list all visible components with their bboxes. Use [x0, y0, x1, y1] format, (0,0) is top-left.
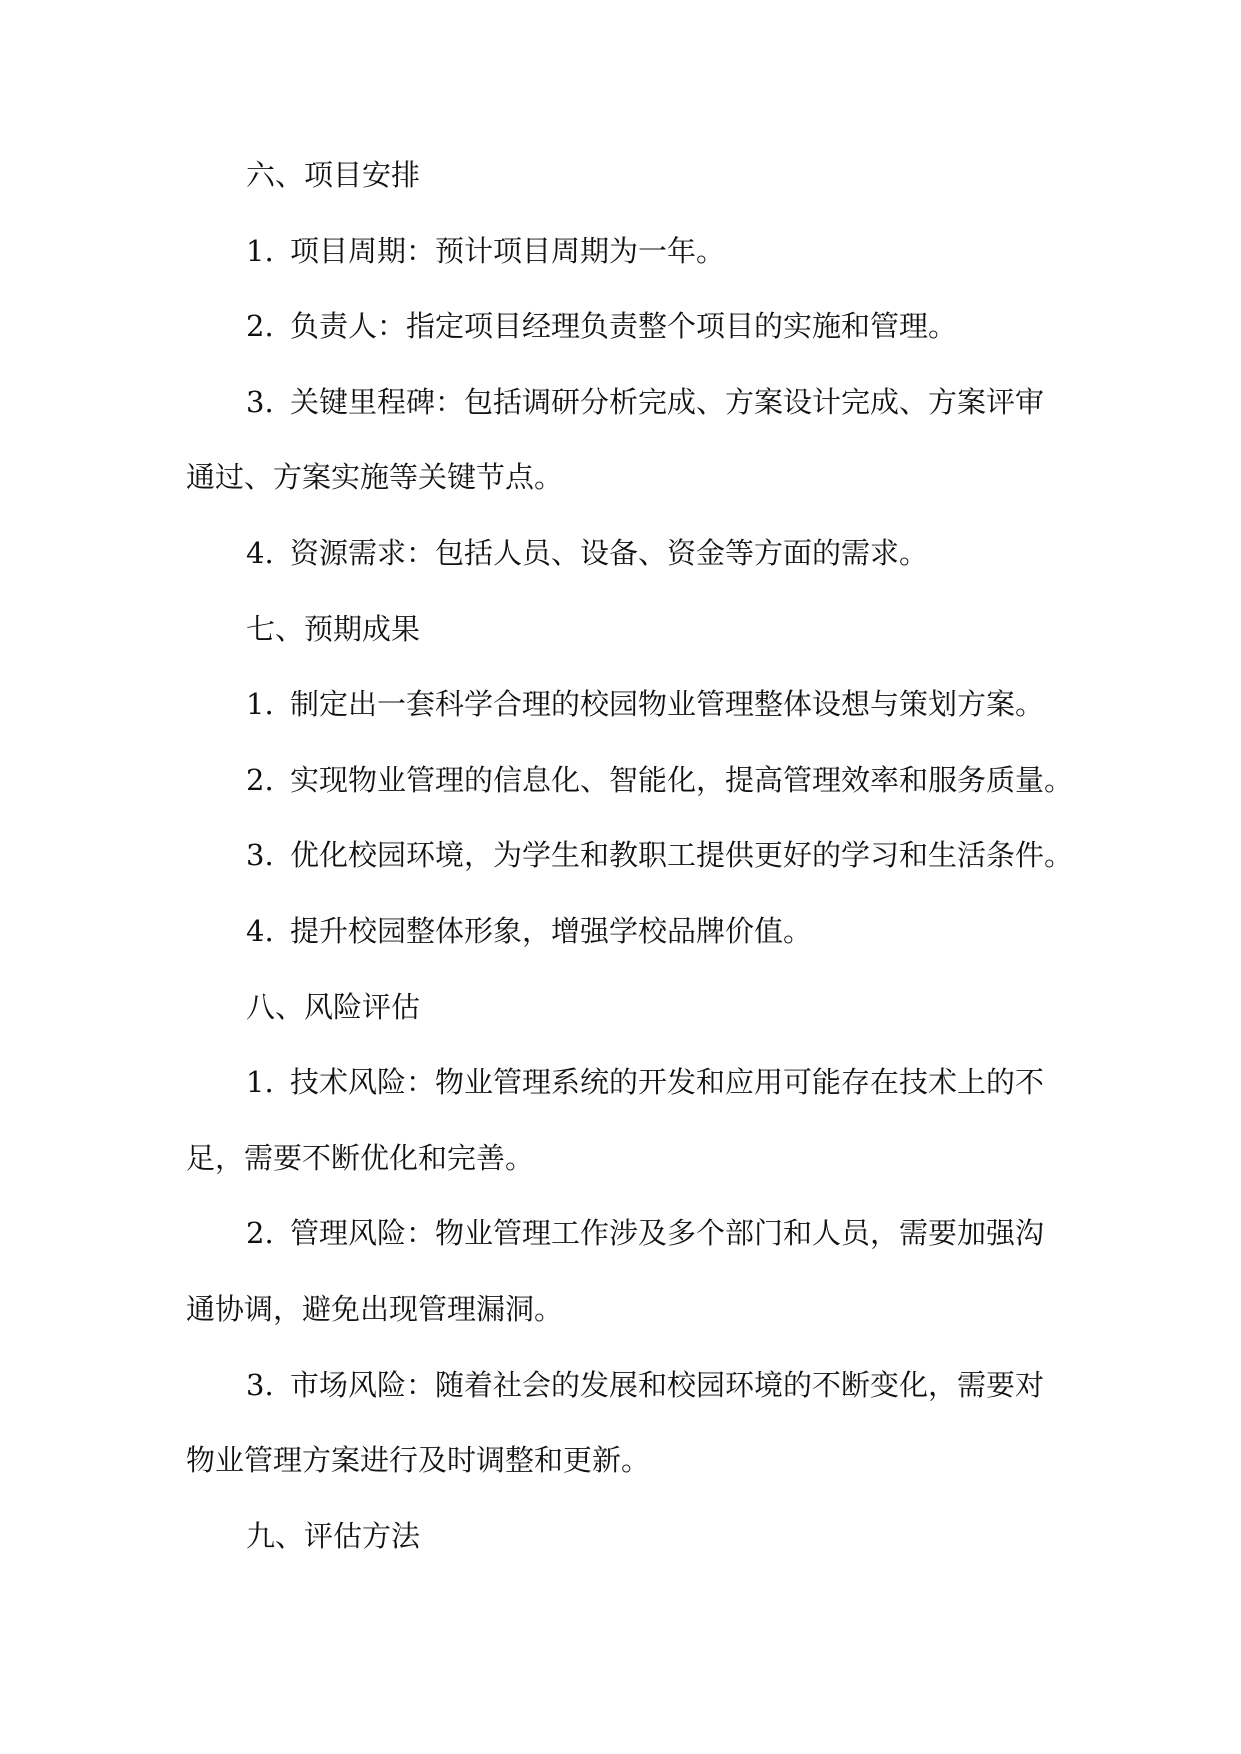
list-item-continuation: 通协调，避免出现管理漏洞。: [186, 1291, 564, 1326]
list-item: [186, 750, 1074, 826]
item-number: 2.: [246, 309, 274, 344]
list-item: [186, 296, 1054, 372]
list-item: [186, 372, 1054, 448]
section-heading: 八、风险评估: [246, 989, 421, 1024]
document-body: [186, 145, 1074, 1581]
list-item: [186, 1203, 1054, 1279]
item-number: 3.: [246, 1367, 274, 1402]
item-number: 3.: [246, 838, 274, 873]
item-text: 提升校园整体形象，增强学校品牌价值。: [290, 913, 813, 948]
section-heading: 七、预期成果: [246, 611, 421, 646]
item-number: 3.: [246, 384, 274, 419]
list-item: [186, 825, 1074, 901]
list-item: [186, 901, 1054, 977]
item-text: 实现物业管理的信息化、智能化，提高管理效率和服务质量。: [290, 762, 1074, 797]
item-text: 优化校园环境，为学生和教职工提供更好的学习和生活条件。: [290, 838, 1074, 873]
item-number: 1.: [246, 1065, 274, 1100]
item-text: 资源需求：包括人员、设备、资金等方面的需求。: [290, 535, 929, 570]
item-text: 关键里程碑：包括调研分析完成、方案设计完成、方案评审: [290, 384, 1045, 419]
list-item: [186, 1355, 1054, 1431]
section-heading: 九、评估方法: [246, 1518, 421, 1553]
item-text: 管理风险：物业管理工作涉及多个部门和人员，需要加强沟: [290, 1216, 1045, 1251]
item-number: 2.: [246, 762, 274, 797]
item-text: 技术风险：物业管理系统的开发和应用可能存在技术上的不: [290, 1065, 1045, 1100]
item-number: 1.: [246, 687, 274, 722]
list-item-continuation: 通过、方案实施等关键节点。: [186, 460, 564, 495]
item-text: 项目周期：预计项目周期为一年。: [290, 233, 726, 268]
list-item: [186, 674, 1054, 750]
item-text: 制定出一套科学合理的校园物业管理整体设想与策划方案。: [290, 687, 1045, 722]
list-item: [186, 221, 1054, 297]
item-number: 2.: [246, 1216, 274, 1251]
list-item: [186, 1052, 1054, 1128]
item-text: 市场风险：随着社会的发展和校园环境的不断变化，需要对: [290, 1367, 1045, 1402]
item-number: 4.: [246, 913, 274, 948]
item-number: 4.: [246, 535, 274, 570]
list-item: [186, 523, 1054, 599]
item-text: 负责人：指定项目经理负责整个项目的实施和管理。: [290, 309, 958, 344]
section-heading: 六、项目安排: [246, 158, 421, 192]
list-item-continuation: 足，需要不断优化和完善。: [186, 1140, 535, 1175]
list-item-continuation: 物业管理方案进行及时调整和更新。: [186, 1443, 651, 1478]
item-number: 1.: [246, 233, 274, 268]
